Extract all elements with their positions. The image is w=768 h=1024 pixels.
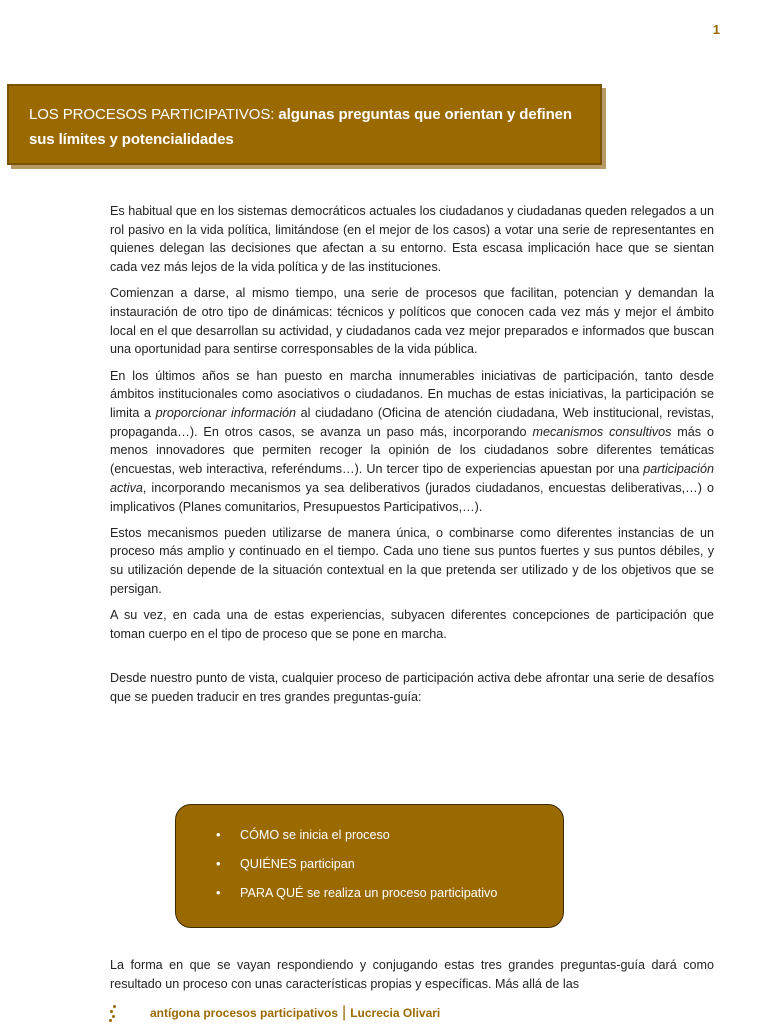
closing-text (110, 956, 714, 993)
guiding-questions-box (175, 804, 564, 928)
footer-brand: antígona procesos participativos (150, 1006, 339, 1020)
paragraph-5: A su vez, en cada una de estas experiencias, subyacen diferentes concepciones de participación que toman cuerpo en el tipo de proceso que se pone en marcha. (110, 608, 714, 641)
footer-separator: | (342, 1004, 347, 1021)
title-separator: : (270, 106, 279, 123)
page-footer (108, 1004, 440, 1022)
emphasis-participacion-activa: participación activa (110, 462, 714, 495)
title-sub-line2: sus límites y potencialidades (29, 131, 234, 148)
paragraph-7: La forma en que se vayan respondiendo y conjugando estas tres grandes preguntas-guía dará como resultado un proceso con unas características propias y específicas. Más allá de las (110, 958, 714, 991)
body-text (110, 202, 714, 714)
footer-author: Lucrecia Olivari (350, 1006, 441, 1020)
paragraph-4: Estos mecanismos pueden utilizarse de manera única, o combinarse como diferentes instancias de un proceso más amplio y continuado en el tiempo. Cada uno tiene sus puntos fuertes y sus puntos débiles, y su utilización depende de la situación contextual en la que pretenda ser utilizado y de los objetivos que se persigan. (110, 525, 714, 596)
question-text: PARA QUÉ se realiza un proceso participativo (240, 886, 498, 900)
bullet-icon: • (216, 856, 221, 871)
guiding-questions-list (176, 805, 563, 902)
paragraph-3-part-a: En los últimos años se han puesto en marcha innumerables iniciativas de participación, tanto desde ámbitos institucionales como asociativos o ciudadanos. En muchas de estas iniciativas, la participación se limita a (110, 368, 714, 421)
section-title-box (7, 84, 602, 165)
question-text: QUIÉNES participan (240, 857, 355, 871)
dots-logo-icon (108, 1004, 118, 1022)
section-title (29, 102, 580, 127)
guiding-question-item (216, 855, 563, 873)
paragraph-6: Desde nuestro punto de vista, cualquier proceso de participación activa debe afrontar una serie de desafíos que se pueden traducir en tres grandes preguntas-guía: (110, 671, 714, 705)
paragraph-3-part-c: más o menos innovadores que permiten recoger la opinión de los ciudadanos sobre diferentes temáticas (encuestas, web interactiva, referéndums…). Un tercer tipo de experiencias apuestan por una (110, 424, 715, 477)
guiding-question-item (216, 884, 563, 902)
paragraph-3-part-b: al ciudadano (Oficina de atención ciudadana, Web institucional, revistas, propaganda…). En otros casos, se avanza un paso más, incorporando (110, 406, 714, 439)
paragraph-3-part-d: , incorporando mecanismos ya sea deliberativos (jurados ciudadanos, encuestas deliberativas,…) o implicativos (Planes comunitarios, Presupuestos Participativos,…). (110, 480, 714, 514)
emphasis-mecanismos-consultivos: mecanismos consultivos (532, 424, 672, 439)
paragraph-2: Comienzan a darse, al mismo tiempo, una serie de procesos que facilitan, potencian y demandan la instauración de otro tipo de dinámicas: técnicos y políticos que conocen cada vez más y mejor el ámbito local en el que desarrollan su actividad, y ciudadanos cada vez mejor preparados e informados que buscan una oportunidad para sentirse corresponsables de la vida pública. (110, 286, 714, 357)
guiding-question-item (216, 826, 563, 844)
page-number: 1 (712, 22, 720, 37)
paragraph-1: Es habitual que en los sistemas democráticos actuales los ciudadanos y ciudadanas queden relegados a un rol pasivo en la vida política, limitándose (en el mejor de los casos) a votar una serie de representantes en quienes delegan las decisiones que afectan a su entorno. Esta escasa implicación hace que se sientan cada vez más lejos de la vida política y de las instituciones. (110, 204, 714, 275)
paragraph-3 (110, 367, 714, 517)
bullet-icon: • (216, 885, 221, 900)
bullet-icon: • (216, 827, 221, 842)
section-title-line2 (29, 127, 580, 152)
emphasis-proporcionar-informacion: proporcionar información (155, 406, 297, 421)
title-sub-line1: algunas preguntas que orientan y definen (278, 106, 572, 123)
question-text: CÓMO se inicia el proceso (240, 828, 390, 842)
title-main: LOS PROCESOS PARTICIPATIVOS (29, 106, 271, 123)
